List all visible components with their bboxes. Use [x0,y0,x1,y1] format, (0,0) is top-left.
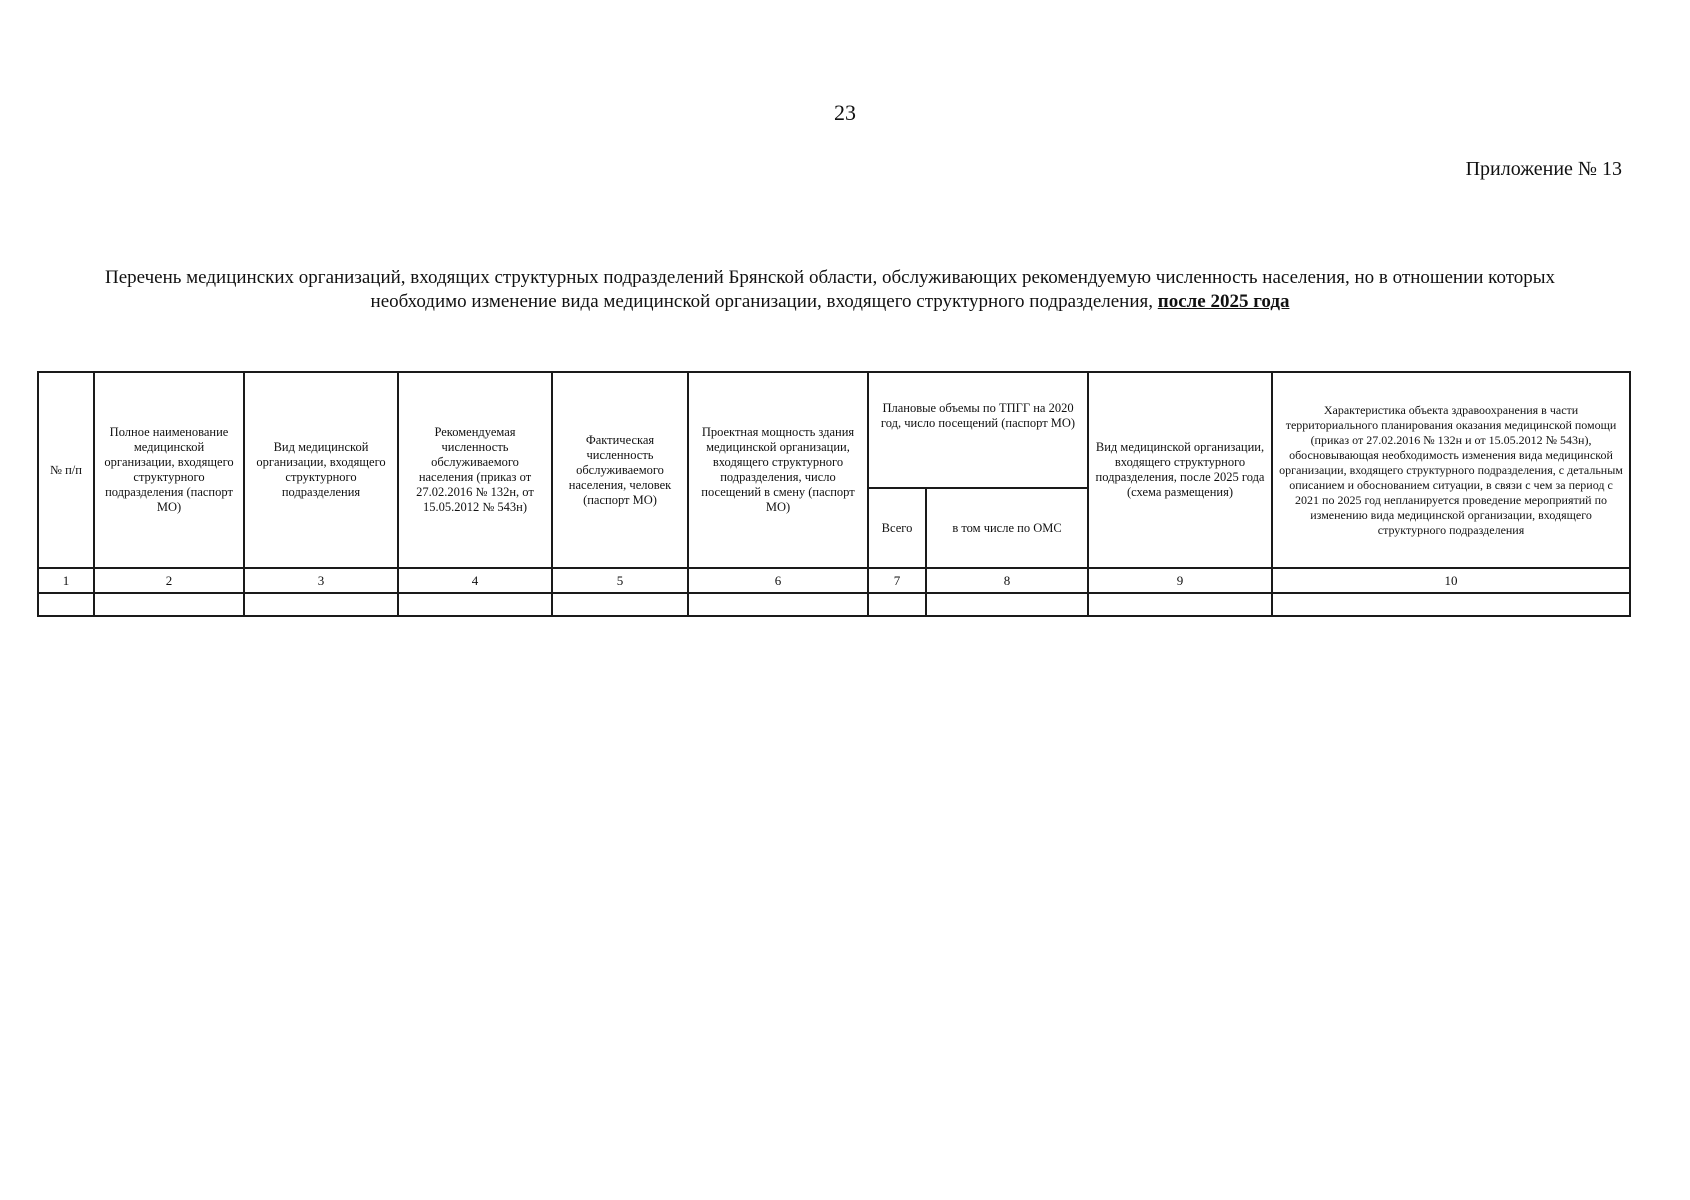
table-cell [1272,593,1630,616]
organizations-table [37,371,1631,617]
table-cell [398,593,552,616]
table-cell [868,593,926,616]
table-cell [552,593,688,616]
column-number: 10 [1272,568,1630,593]
table-cell [94,593,244,616]
header-org-type-after-2025: Вид медицинской организации, входящего структурного подразделения, после 2025 года (схема размещения) [1088,372,1272,568]
document-title [60,266,1600,314]
table-cell [1088,593,1272,616]
table-cell [38,593,94,616]
column-number: 3 [244,568,398,593]
header-design-capacity: Проектная мощность здания медицинской организации, входящего структурного подразделения, число посещений в смену (паспорт МО) [688,372,868,568]
table-cell [688,593,868,616]
header-actual-population: Фактическая численность обслуживаемого населения, человек (паспорт МО) [552,372,688,568]
header-number: № п/п [38,372,94,568]
column-number: 5 [552,568,688,593]
document-title-main: Перечень медицинских организаций, входящих структурных подразделений Брянской области, обслуживающих рекомендуемую численность населения, но в отношении которых необходимо изменение вида медицинской организации, входящего структурного подразделения, [104,267,1556,312]
column-number-row [38,568,1630,593]
header-characteristics: Характеристика объекта здравоохранения в части территориального планирования оказания медицинской помощи (приказ от 27.02.2016 № 132н и от 15.05.2012 № 543н), обосновывающая необходимость изменения вида медицинской организации, входящего структурного подразделения, с детальным описанием и обоснованием ситуации, в связи с чем за период с 2021 по 2025 год непланируется проведение мероприятий по изменению вида медицинской организации, входящего структурного подразделения [1272,372,1630,568]
header-org-type: Вид медицинской организации, входящего структурного подразделения [244,372,398,568]
document-title-underlined: после 2025 года [1157,291,1290,312]
page-number: 23 [834,100,856,125]
column-number: 2 [94,568,244,593]
header-including-oms: в том числе по ОМС [926,488,1088,568]
header-planned-volumes: Плановые объемы по ТПГГ на 2020 год, число посещений (паспорт МО) [868,372,1088,488]
column-number: 4 [398,568,552,593]
column-number: 7 [868,568,926,593]
header-full-name: Полное наименование медицинской организации, входящего структурного подразделения (паспорт МО) [94,372,244,568]
header-recommended-population: Рекомендуемая численность обслуживаемого населения (приказ от 27.02.2016 № 132н, от 15.05.2012 № 543н) [398,372,552,568]
column-number: 8 [926,568,1088,593]
header-total: Всего [868,488,926,568]
column-number: 1 [38,568,94,593]
column-number: 6 [688,568,868,593]
column-number: 9 [1088,568,1272,593]
table-cell [926,593,1088,616]
table-cell [244,593,398,616]
appendix-label: Приложение № 13 [1465,158,1622,180]
table-row [38,593,1630,616]
